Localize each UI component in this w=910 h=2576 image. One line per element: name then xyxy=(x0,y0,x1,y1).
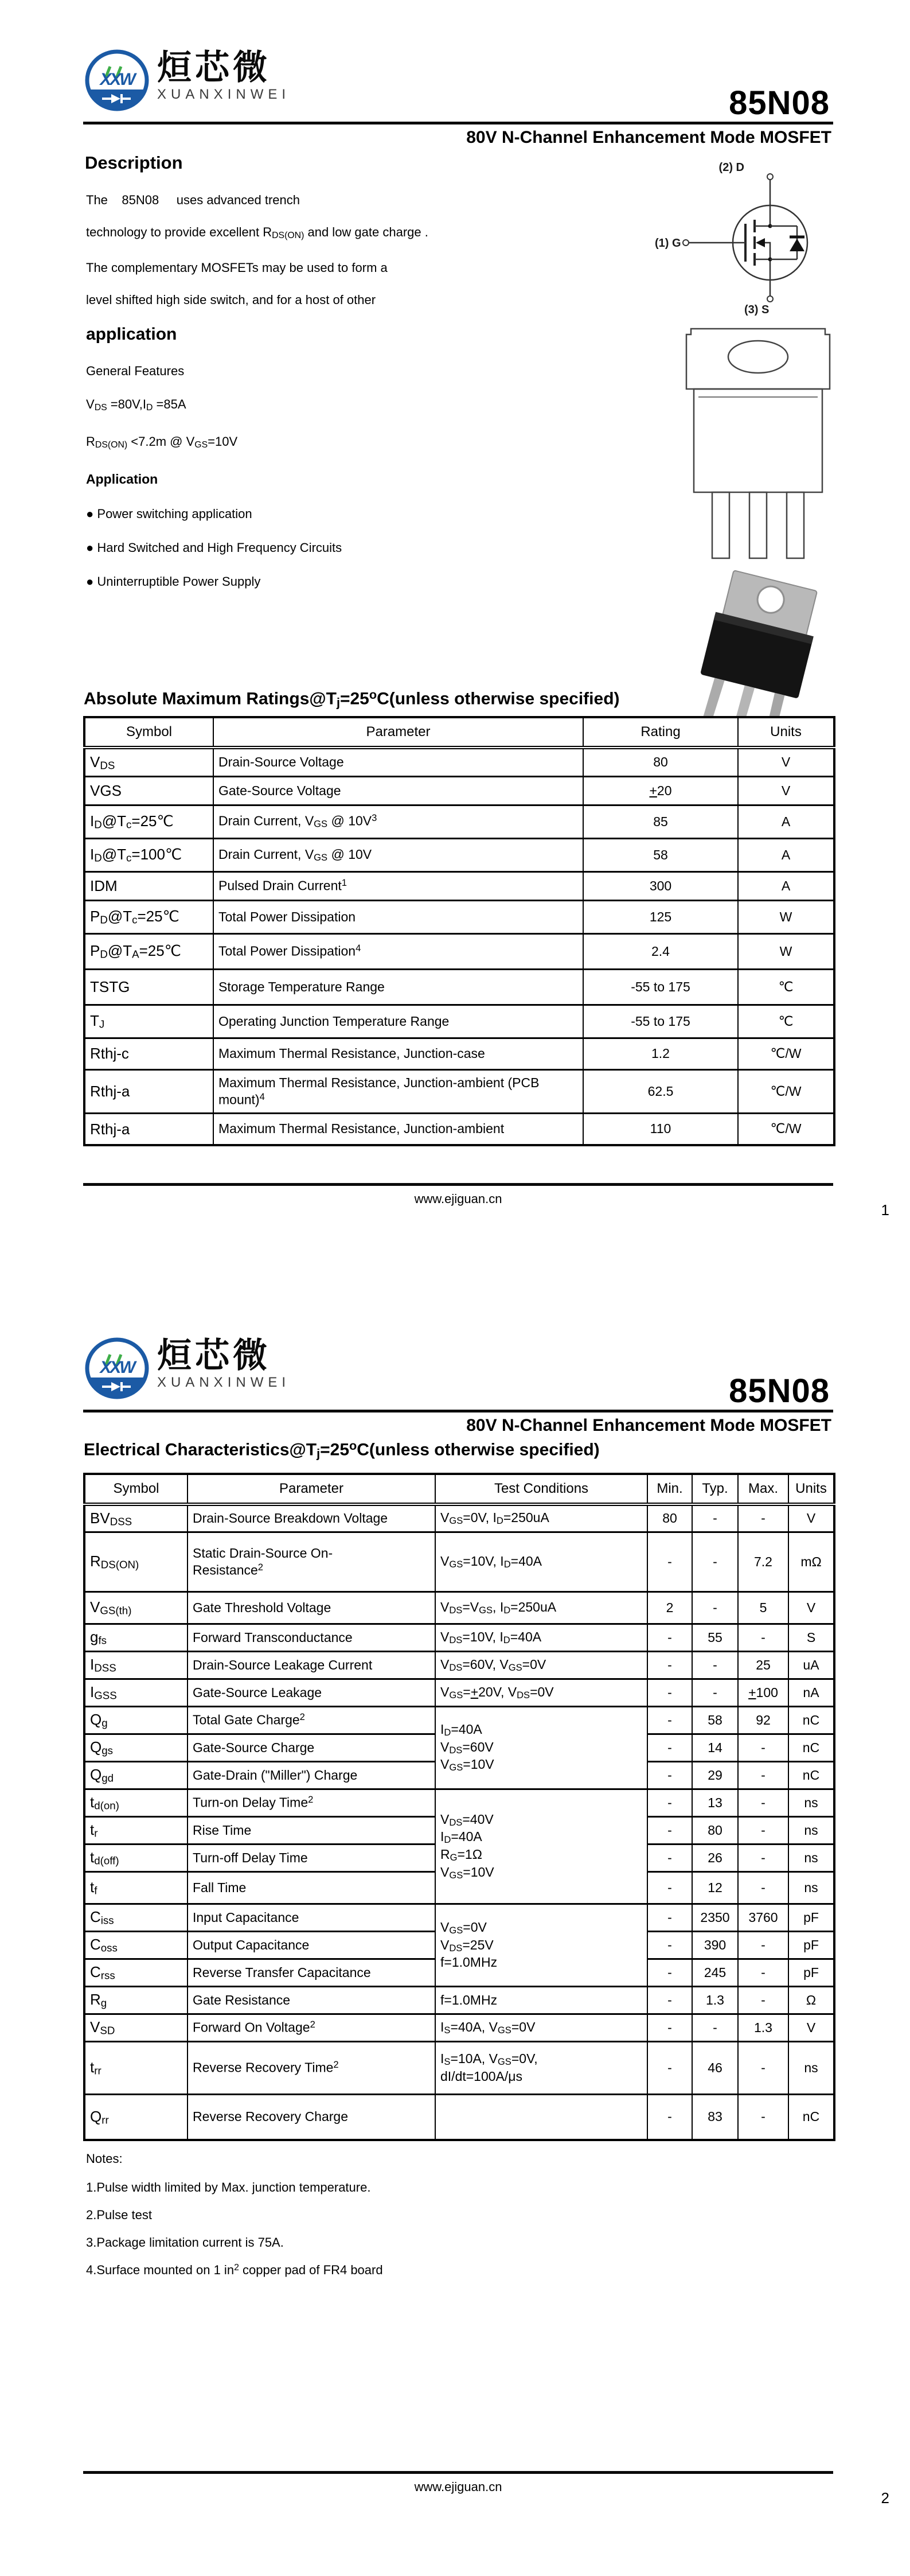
page-footer xyxy=(83,1183,833,1207)
part-number: 85N08 xyxy=(729,1372,830,1410)
drain-pin-label: (2) D xyxy=(718,161,744,174)
note-line: 1.Pulse width limited by Max. junction temperature. xyxy=(86,2180,371,2194)
table-cell: 1.3 xyxy=(692,1986,738,2014)
table-cell: Reverse Recovery Charge xyxy=(188,2094,435,2140)
logo-monogram: XXW xyxy=(100,70,134,89)
column-header: Units xyxy=(738,717,834,748)
table-cell: $P_D@T_c=25℃$ xyxy=(84,900,213,933)
table-cell: Storage Temperature Range xyxy=(213,969,583,1005)
table-row xyxy=(84,1504,834,1532)
table-cell: Turn-on Delay Time$^2$ xyxy=(188,1789,435,1816)
table-cell: - xyxy=(738,1624,788,1651)
table-cell: - xyxy=(738,1986,788,2014)
table-cell: $Q_{rr}$ xyxy=(84,2094,188,2140)
notes-heading: Notes: xyxy=(86,2151,123,2166)
table-cell: - xyxy=(647,1904,692,1931)
table-cell: Gate-Source Charge xyxy=(188,1734,435,1761)
table-header-row xyxy=(84,1474,834,1504)
table-cell: $P_D@T_A=25℃$ xyxy=(84,933,213,969)
table-cell: - xyxy=(647,2041,692,2094)
table-row xyxy=(84,838,834,871)
brand-name-cn: 烜芯微 xyxy=(157,1336,271,1375)
header-rule xyxy=(83,122,833,124)
table-cell: Drain-Source Leakage Current xyxy=(188,1651,435,1679)
table-cell: - xyxy=(647,1706,692,1734)
column-header: Symbol xyxy=(84,717,213,748)
description-line: The 85N08 uses advanced trench xyxy=(86,193,300,207)
table-cell: 125 xyxy=(583,900,738,933)
column-header: Min. xyxy=(647,1474,692,1504)
table-cell: ℃ xyxy=(738,1005,834,1038)
table-cell: $V_{DS}=V_{GS}$, $I_D=250uA$ xyxy=(435,1591,647,1624)
table-cell: $I_D=40A$ $V_{DS}=60V$ $V_{GS}=10V$ xyxy=(435,1706,647,1789)
table-row xyxy=(84,1005,834,1038)
table-row xyxy=(84,1532,834,1591)
brand-name-en: XUANXINWEI xyxy=(157,87,291,102)
datasheet-page-2 xyxy=(0,1288,910,2576)
column-header: Parameter xyxy=(213,717,583,748)
table-cell: - xyxy=(647,1532,692,1591)
table-cell: - xyxy=(692,2014,738,2041)
application-item: ● Hard Switched and High Frequency Circuits xyxy=(86,540,342,555)
table-cell: Gate-Drain ("Miller") Charge xyxy=(188,1761,435,1789)
table-cell: nA xyxy=(788,1679,834,1706)
description-paragraphs xyxy=(86,193,602,308)
column-header: Symbol xyxy=(84,1474,188,1504)
table-cell: Gate Threshold Voltage xyxy=(188,1591,435,1624)
document-title: 80V N-Channel Enhancement Mode MOSFET xyxy=(466,1416,831,1435)
table-cell: $T_J$ xyxy=(84,1005,213,1038)
absolute-maximum-ratings-table xyxy=(83,716,835,1146)
table-cell: V xyxy=(738,776,834,805)
mosfet-symbol-diagram xyxy=(647,159,853,316)
table-cell: $V_{GS}=+20V$, $V_{DS}=0V$ xyxy=(435,1679,647,1706)
table-cell: - xyxy=(738,2094,788,2140)
table-cell: - xyxy=(647,1959,692,1986)
table-cell: 1.3 xyxy=(738,2014,788,2041)
table-cell: mΩ xyxy=(788,1532,834,1591)
table-cell: - xyxy=(647,1624,692,1651)
table-cell: 2350 xyxy=(692,1904,738,1931)
table-cell: ns xyxy=(788,2041,834,2094)
table-cell: Output Capacitance xyxy=(188,1931,435,1959)
table-cell: Input Capacitance xyxy=(188,1904,435,1931)
table-cell: - xyxy=(647,1986,692,2014)
table-cell: pF xyxy=(788,1904,834,1931)
table-cell: 390 xyxy=(692,1931,738,1959)
table-cell: V xyxy=(788,2014,834,2041)
table-cell: Reverse Transfer Capacitance xyxy=(188,1959,435,1986)
table-cell: ℃/W xyxy=(738,1038,834,1069)
table-cell: $V_{SD}$ xyxy=(84,2014,188,2041)
column-header: Typ. xyxy=(692,1474,738,1504)
application-heading: Application xyxy=(86,471,158,487)
table-row xyxy=(84,1069,834,1113)
table-cell: 245 xyxy=(692,1959,738,1986)
table-row xyxy=(84,1591,834,1624)
table-cell: Gate-Source Leakage xyxy=(188,1679,435,1706)
application-heading-lower: application xyxy=(86,324,177,344)
application-item: ● Power switching application xyxy=(86,506,252,521)
table-cell: nC xyxy=(788,1761,834,1789)
table-cell: pF xyxy=(788,1931,834,1959)
description-heading: Description xyxy=(85,153,183,173)
description-column xyxy=(86,193,602,608)
table-cell: W xyxy=(738,900,834,933)
page-footer xyxy=(83,2471,833,2495)
table-cell: - xyxy=(692,1651,738,1679)
table-cell: A xyxy=(738,838,834,871)
table-row xyxy=(84,871,834,900)
table-cell: $V_{GS}=0V$, $I_D=250uA$ xyxy=(435,1504,647,1532)
table-cell: ℃/W xyxy=(738,1113,834,1145)
table-cell: $R_{DS(ON)}$ xyxy=(84,1532,188,1591)
table-cell: $I_S=40A$, $V_{GS}=0V$ xyxy=(435,2014,647,2041)
table-cell: - xyxy=(647,2094,692,2140)
abs-max-heading: Absolute Maximum $Ratings@T_j=25^oC(unless$ otherwise specified) xyxy=(84,687,620,710)
table-cell: IDM xyxy=(84,871,213,900)
general-features-heading: General Features xyxy=(86,363,185,378)
table-cell: - xyxy=(692,1591,738,1624)
table-cell: 92 xyxy=(738,1706,788,1734)
table-row xyxy=(84,2014,834,2041)
table-cell: $Q_{gd}$ xyxy=(84,1761,188,1789)
table-cell: 13 xyxy=(692,1789,738,1816)
table-cell: Drain Current, $V_{GS}$ @ 10V xyxy=(213,838,583,871)
table-cell: ns xyxy=(788,1789,834,1816)
table-cell: - xyxy=(647,1789,692,1816)
brand-logo-text xyxy=(157,1337,290,1391)
table-row xyxy=(84,1789,834,1816)
table-cell: 46 xyxy=(692,2041,738,2094)
description-line: technology to provide excellent $R_{DS(ON)}$ and low gate charge . xyxy=(86,225,428,240)
table-cell: - xyxy=(647,2014,692,2041)
table-row xyxy=(84,1904,834,1931)
application-list xyxy=(86,507,602,589)
table-cell: Gate Resistance xyxy=(188,1986,435,2014)
table-cell: Static Drain-Source On- Resistance$^2$ xyxy=(188,1532,435,1591)
table-cell: - xyxy=(738,1789,788,1816)
table-cell: 26 xyxy=(692,1844,738,1871)
table-cell: Reverse Recovery Time$^2$ xyxy=(188,2041,435,2094)
table-cell: 25 xyxy=(738,1651,788,1679)
table-cell: $I_D@T_c=100℃$ xyxy=(84,838,213,871)
table-row xyxy=(84,1624,834,1651)
table-row xyxy=(84,969,834,1005)
table-cell: 55 xyxy=(692,1624,738,1651)
table-cell: $I_D@T_c=25℃$ xyxy=(84,805,213,838)
table-cell: ns xyxy=(788,1816,834,1844)
table-cell: Rthj-a xyxy=(84,1069,213,1113)
logo-monogram: XXW xyxy=(100,1358,134,1377)
table-cell: $R_g$ xyxy=(84,1986,188,2014)
table-cell: $V_{GS}=10V$, $I_D=40A$ xyxy=(435,1532,647,1591)
table-cell: A xyxy=(738,871,834,900)
table-cell: 110 xyxy=(583,1113,738,1145)
electrical-characteristics-heading: Electrical $Characteristics@T_j=25^oC(unless$ otherwise specified) xyxy=(84,1438,600,1461)
table-cell: Drain-Source Voltage xyxy=(213,748,583,776)
table-cell: 80 xyxy=(647,1504,692,1532)
table-cell: Total Power Dissipation xyxy=(213,900,583,933)
table-cell: - xyxy=(738,2041,788,2094)
table-cell: $I_{DSS}$ xyxy=(84,1651,188,1679)
table-cell: $t_{d(on)}$ xyxy=(84,1789,188,1816)
table-cell: 7.2 xyxy=(738,1532,788,1591)
note-line: 3.Package limitation current is 75A. xyxy=(86,2235,284,2250)
table-cell: ℃ xyxy=(738,969,834,1005)
table-cell: Maximum Thermal Resistance, Junction-case xyxy=(213,1038,583,1069)
table-cell: $V_{DS}=60V$, $V_{GS}=0V$ xyxy=(435,1651,647,1679)
column-header: Rating xyxy=(583,717,738,748)
table-cell: - xyxy=(647,1816,692,1844)
table-row xyxy=(84,1679,834,1706)
table-cell: 300 xyxy=(583,871,738,900)
table-cell: - xyxy=(647,1761,692,1789)
column-header: Units xyxy=(788,1474,834,1504)
table-cell: f=1.0MHz xyxy=(435,1986,647,2014)
notes-list xyxy=(86,2180,383,2278)
table-cell: -55 to 175 xyxy=(583,1005,738,1038)
part-number: 85N08 xyxy=(729,84,830,122)
table-row xyxy=(84,900,834,933)
table-cell xyxy=(435,2094,647,2140)
table-cell: - xyxy=(738,1871,788,1904)
table-cell: - xyxy=(647,1844,692,1871)
note-line: 4.Surface mounted on 1 $in^2$ copper pad of FR4 board xyxy=(86,2263,383,2278)
electrical-characteristics-table xyxy=(83,1473,835,2141)
table-row xyxy=(84,2041,834,2094)
table-cell: VGS xyxy=(84,776,213,805)
description-line: level shifted high side switch, and for a host of other xyxy=(86,292,376,307)
brand-logo-icon xyxy=(85,1337,149,1402)
table-cell: Forward Transconductance xyxy=(188,1624,435,1651)
table-cell: +20 xyxy=(583,776,738,805)
table-cell: $t_f$ xyxy=(84,1871,188,1904)
table-cell: - xyxy=(692,1679,738,1706)
table-cell: $BV_{DSS}$ xyxy=(84,1504,188,1532)
table-cell: Pulsed Drain Current$^1$ xyxy=(213,871,583,900)
brand-logo-text xyxy=(157,49,290,103)
table-cell: 80 xyxy=(692,1816,738,1844)
notes-section xyxy=(86,2151,383,2290)
table-cell: Maximum Thermal Resistance, Junction-ambient xyxy=(213,1113,583,1145)
table-cell: V xyxy=(738,748,834,776)
table-row xyxy=(84,1706,834,1734)
table-cell: - xyxy=(647,1871,692,1904)
table-cell: Gate-Source Voltage xyxy=(213,776,583,805)
table-cell: ns xyxy=(788,1844,834,1871)
table-cell: 85 xyxy=(583,805,738,838)
table-cell: Rthj-a xyxy=(84,1113,213,1145)
note-line: 2.Pulse test xyxy=(86,2208,152,2222)
table-cell: $V_{DS}=40V$ $I_D=40A$ $R_G=1\Omega$ $V_{GS}=10V$ xyxy=(435,1789,647,1904)
table-cell: nC xyxy=(788,1734,834,1761)
table-row xyxy=(84,1038,834,1069)
table-cell: - xyxy=(738,1816,788,1844)
table-cell: $V_{DS}=10V$, $I_D=40A$ xyxy=(435,1624,647,1651)
table-cell: A xyxy=(738,805,834,838)
table-cell: TSTG xyxy=(84,969,213,1005)
application-item: ● Uninterruptible Power Supply xyxy=(86,574,261,589)
column-header: Parameter xyxy=(188,1474,435,1504)
table-cell: - xyxy=(738,1844,788,1871)
table-cell: Drain Current, $V_{GS}$ @ $10V^3$ xyxy=(213,805,583,838)
brand-logo xyxy=(85,49,290,114)
table-cell: $V_{DS}$ xyxy=(84,748,213,776)
table-cell: 58 xyxy=(692,1706,738,1734)
table-cell: Rthj-c xyxy=(84,1038,213,1069)
table-cell: 83 xyxy=(692,2094,738,2140)
header-rule xyxy=(83,1410,833,1412)
table-cell: ℃/W xyxy=(738,1069,834,1113)
table-cell: Rise Time xyxy=(188,1816,435,1844)
table-row xyxy=(84,776,834,805)
table-cell: - xyxy=(647,1734,692,1761)
table-cell: 12 xyxy=(692,1871,738,1904)
table-cell: Turn-off Delay Time xyxy=(188,1844,435,1871)
brand-name-cn: 烜芯微 xyxy=(157,48,271,87)
table-cell: V xyxy=(788,1504,834,1532)
table-cell: - xyxy=(647,1679,692,1706)
table-cell: - xyxy=(738,1761,788,1789)
feature-line: $R_{DS(ON)} <7.2m$ @ $V_{GS}=10V$ xyxy=(86,434,238,450)
table-row xyxy=(84,748,834,776)
table-cell: -55 to 175 xyxy=(583,969,738,1005)
table-cell: 80 xyxy=(583,748,738,776)
gate-pin-label: (1) G xyxy=(655,237,681,250)
table-cell: $t_r$ xyxy=(84,1816,188,1844)
document-title: 80V N-Channel Enhancement Mode MOSFET xyxy=(466,128,831,147)
table-cell: $C_{rss}$ xyxy=(84,1959,188,1986)
description-line: The complementary MOSFETs may be used to form a xyxy=(86,260,388,275)
table-cell: 2 xyxy=(647,1591,692,1624)
footer-website: www.ejiguan.cn xyxy=(414,2480,502,2494)
table-cell: V xyxy=(788,1591,834,1624)
table-cell: $Q_{gs}$ xyxy=(84,1734,188,1761)
table-cell: 29 xyxy=(692,1761,738,1789)
table-row xyxy=(84,1651,834,1679)
table-cell: ns xyxy=(788,1871,834,1904)
table-cell: pF xyxy=(788,1959,834,1986)
table-cell: 1.2 xyxy=(583,1038,738,1069)
table-cell: $I_S=10A$, $V_{GS}=0V$, dI/dt=100A/μs xyxy=(435,2041,647,2094)
table-cell: Total Power Dissipation$^4$ xyxy=(213,933,583,969)
table-cell: - xyxy=(738,1504,788,1532)
table-row xyxy=(84,2094,834,2140)
table-cell: $C_{iss}$ xyxy=(84,1904,188,1931)
brand-logo xyxy=(85,1337,290,1402)
page-number: 1 xyxy=(881,1201,889,1219)
table-cell: 3760 xyxy=(738,1904,788,1931)
table-row xyxy=(84,805,834,838)
table-cell: 14 xyxy=(692,1734,738,1761)
table-header-row xyxy=(84,717,834,748)
table-cell: Operating Junction Temperature Range xyxy=(213,1005,583,1038)
table-cell: $V_{GS(th)}$ xyxy=(84,1591,188,1624)
table-cell: Maximum Thermal Resistance, Junction-ambient (PCB mount)$^4$ xyxy=(213,1069,583,1113)
brand-name-en: XUANXINWEI xyxy=(157,1375,291,1390)
table-row xyxy=(84,933,834,969)
table-cell: $C_{oss}$ xyxy=(84,1931,188,1959)
column-header: Test Conditions xyxy=(435,1474,647,1504)
table-cell: Drain-Source Breakdown Voltage xyxy=(188,1504,435,1532)
table-cell: $I_{GSS}$ xyxy=(84,1679,188,1706)
table-cell: - xyxy=(738,1734,788,1761)
table-cell: Ω xyxy=(788,1986,834,2014)
table-cell: S xyxy=(788,1624,834,1651)
table-cell: 2.4 xyxy=(583,933,738,969)
table-cell: W xyxy=(738,933,834,969)
table-cell: $Q_g$ xyxy=(84,1706,188,1734)
feature-list xyxy=(86,397,602,453)
table-cell: uA xyxy=(788,1651,834,1679)
table-cell: 62.5 xyxy=(583,1069,738,1113)
table-row xyxy=(84,1113,834,1145)
feature-line: $V_{DS} =80V,I_D =85A$ xyxy=(86,396,186,413)
source-pin-label: (3) S xyxy=(744,303,770,316)
brand-logo-icon xyxy=(85,49,149,114)
package-outline-diagram xyxy=(666,320,850,568)
table-cell: - xyxy=(647,1931,692,1959)
figure-column xyxy=(647,159,876,757)
table-cell: - xyxy=(738,1931,788,1959)
table-cell: $t_{d(off)}$ xyxy=(84,1844,188,1871)
table-cell: nC xyxy=(788,2094,834,2140)
table-cell: 5 xyxy=(738,1591,788,1624)
table-cell: - xyxy=(692,1532,738,1591)
table-cell: - xyxy=(692,1504,738,1532)
table-cell: Forward On Voltage$^2$ xyxy=(188,2014,435,2041)
table-cell: $t_{rr}$ xyxy=(84,2041,188,2094)
table-cell: $g_{fs}$ xyxy=(84,1624,188,1651)
table-row xyxy=(84,1986,834,2014)
page-number: 2 xyxy=(881,2489,889,2507)
table-cell: - xyxy=(738,1959,788,1986)
column-header: Max. xyxy=(738,1474,788,1504)
table-cell: +100 xyxy=(738,1679,788,1706)
table-cell: nC xyxy=(788,1706,834,1734)
table-cell: $V_{GS}=0V$ $V_{DS}=25V$ f=1.0MHz xyxy=(435,1904,647,1986)
table-cell: - xyxy=(647,1651,692,1679)
table-cell: Total Gate Charge$^2$ xyxy=(188,1706,435,1734)
footer-website: www.ejiguan.cn xyxy=(414,1192,502,1206)
table-cell: Fall Time xyxy=(188,1871,435,1904)
table-cell: 58 xyxy=(583,838,738,871)
